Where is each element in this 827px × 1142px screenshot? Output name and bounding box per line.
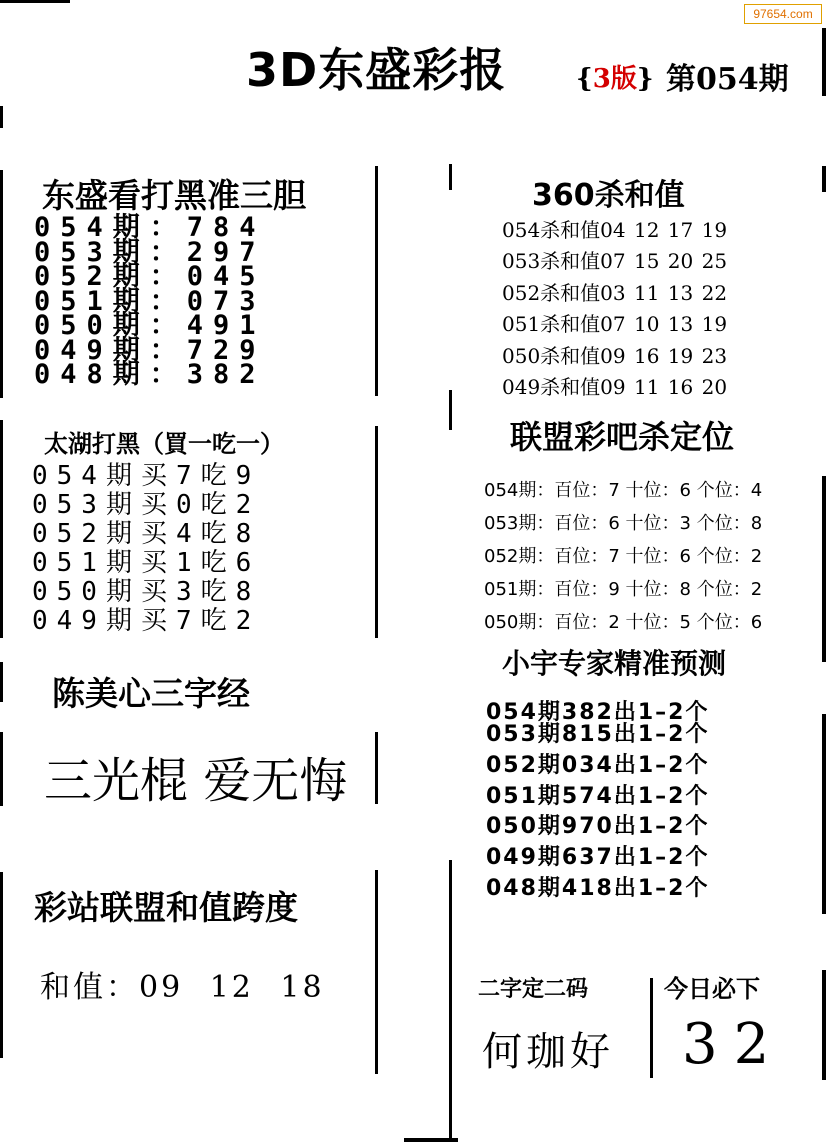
issue-number: 第054期 bbox=[666, 62, 789, 97]
top-right-rule bbox=[822, 28, 826, 96]
list-item: 050期：百位：2 十位：5 个位：6 bbox=[484, 612, 763, 633]
edition-number: 3版 bbox=[592, 64, 637, 94]
list-item: 048期：382 bbox=[34, 359, 266, 390]
section-title-text: 陈美心三字经 bbox=[52, 674, 250, 713]
list-item: 052期：百位：7 十位：6 个位：2 bbox=[484, 546, 763, 567]
list-item: 053期买0吃2 bbox=[32, 490, 261, 520]
sha-hezhi-rows bbox=[502, 215, 727, 403]
list-item: 052杀和值03 11 13 22 bbox=[502, 280, 728, 305]
site-watermark: 97654.com bbox=[744, 4, 822, 24]
right-panel2-right-border bbox=[822, 476, 826, 662]
list-item: 048期418出1–2个 bbox=[486, 875, 710, 901]
list-item: 054期买7吃9 bbox=[32, 461, 261, 491]
list-item: 052期买4吃8 bbox=[32, 519, 261, 549]
list-item: 051期574出1–2个 bbox=[486, 783, 710, 809]
list-item: 054期：百位：7 十位：6 个位：4 bbox=[484, 480, 763, 501]
jinri-text: 32 bbox=[682, 1012, 786, 1077]
edition-brace-open: { bbox=[576, 64, 593, 94]
list-item: 053杀和值07 15 20 25 bbox=[502, 249, 728, 274]
dingwei-rows bbox=[484, 474, 762, 639]
top-left-rule bbox=[0, 0, 70, 3]
left-panel1-left-border bbox=[0, 170, 3, 398]
list-item: 051期买1吃6 bbox=[32, 548, 261, 578]
left-panel3-left-border bbox=[0, 662, 3, 702]
list-item: 051期：百位：9 十位：8 个位：2 bbox=[484, 579, 763, 600]
list-item: 052期034出1–2个 bbox=[486, 752, 710, 778]
section-title-text: 360杀和值 bbox=[532, 178, 685, 213]
list-item: 051杀和值07 10 13 19 bbox=[502, 312, 728, 337]
list-item: 054杀和值04 12 17 19 bbox=[502, 218, 728, 242]
section-title-text: 今日必下 bbox=[664, 975, 760, 1003]
left-panel1-right-border bbox=[375, 166, 378, 396]
center-divider-top bbox=[449, 164, 452, 190]
list-item: 050杀和值09 16 19 23 bbox=[502, 343, 728, 368]
left-panel3b-right-border bbox=[375, 732, 378, 804]
right-panel1-right-border bbox=[822, 166, 826, 192]
right-panel3-right-border bbox=[822, 714, 826, 914]
list-item: 050期：491 bbox=[34, 310, 266, 341]
section-title-dongsheng: 东盛看打黑准三胆 bbox=[42, 176, 306, 215]
right-panel4-inner-border bbox=[650, 978, 653, 1078]
list-item: 049期买7吃2 bbox=[32, 606, 261, 636]
edition-brace-close: } bbox=[636, 64, 654, 94]
hezhi-text: 和值：09 12 18 bbox=[40, 970, 325, 1005]
yuce-rows bbox=[486, 700, 710, 921]
section-title-text: 二字定二码 bbox=[478, 977, 589, 1002]
right-panel4-right-border bbox=[822, 970, 826, 1080]
list-item: 051期：073 bbox=[34, 285, 266, 317]
section-title-jinri bbox=[664, 975, 760, 1003]
list-item: 050期970出1–2个 bbox=[486, 814, 710, 840]
list-item: 053期：百位：6 十位：3 个位：8 bbox=[484, 513, 763, 534]
newspaper-title: 3D东盛彩报 bbox=[246, 43, 507, 97]
left-panel2-left-border bbox=[0, 420, 3, 638]
left-panel4-right-border bbox=[375, 870, 378, 1074]
section-title-xiaoyu bbox=[502, 642, 727, 680]
list-item: 049期637出1–2个 bbox=[486, 845, 710, 871]
edition-label bbox=[576, 58, 654, 95]
left-panel4-left-border bbox=[0, 872, 3, 1058]
center-divider-mid bbox=[449, 390, 452, 430]
sanzijing-text: 三光棍 爱无悔 bbox=[44, 753, 348, 809]
list-item: 053期815出1–2个 bbox=[486, 722, 710, 747]
dongsheng-rows bbox=[34, 212, 266, 390]
erzi-text: 何珈好 bbox=[482, 1029, 614, 1075]
list-item: 054期382出1–2个 bbox=[486, 700, 710, 725]
left-panel3b-left-border bbox=[0, 732, 3, 806]
list-item: 049期：729 bbox=[34, 334, 266, 366]
left-panel2-right-border bbox=[375, 426, 378, 638]
left-edge-rule-top bbox=[0, 106, 3, 128]
section-title-360 bbox=[532, 170, 685, 213]
taihu-rows bbox=[32, 462, 260, 636]
center-divider-low bbox=[449, 860, 452, 1140]
list-item: 049杀和值09 11 16 20 bbox=[502, 374, 728, 399]
section-title-text: 小宇专家精准预测 bbox=[502, 647, 727, 680]
section-title-caizhan: 彩站联盟和值跨度 bbox=[34, 888, 298, 927]
list-item: 054期：784 bbox=[34, 212, 266, 243]
section-title-erzi bbox=[478, 977, 589, 1002]
list-item: 050期买3吃8 bbox=[32, 577, 261, 607]
list-item: 053期：297 bbox=[34, 236, 266, 268]
section-title-taihu: 太湖打黑（買一吃一） bbox=[44, 430, 284, 458]
bottom-center-rule bbox=[404, 1138, 458, 1142]
list-item: 052期：045 bbox=[34, 261, 266, 292]
section-title-lianmeng: 联盟彩吧杀定位 bbox=[510, 418, 735, 456]
section-title-chenmeixin bbox=[52, 668, 250, 713]
